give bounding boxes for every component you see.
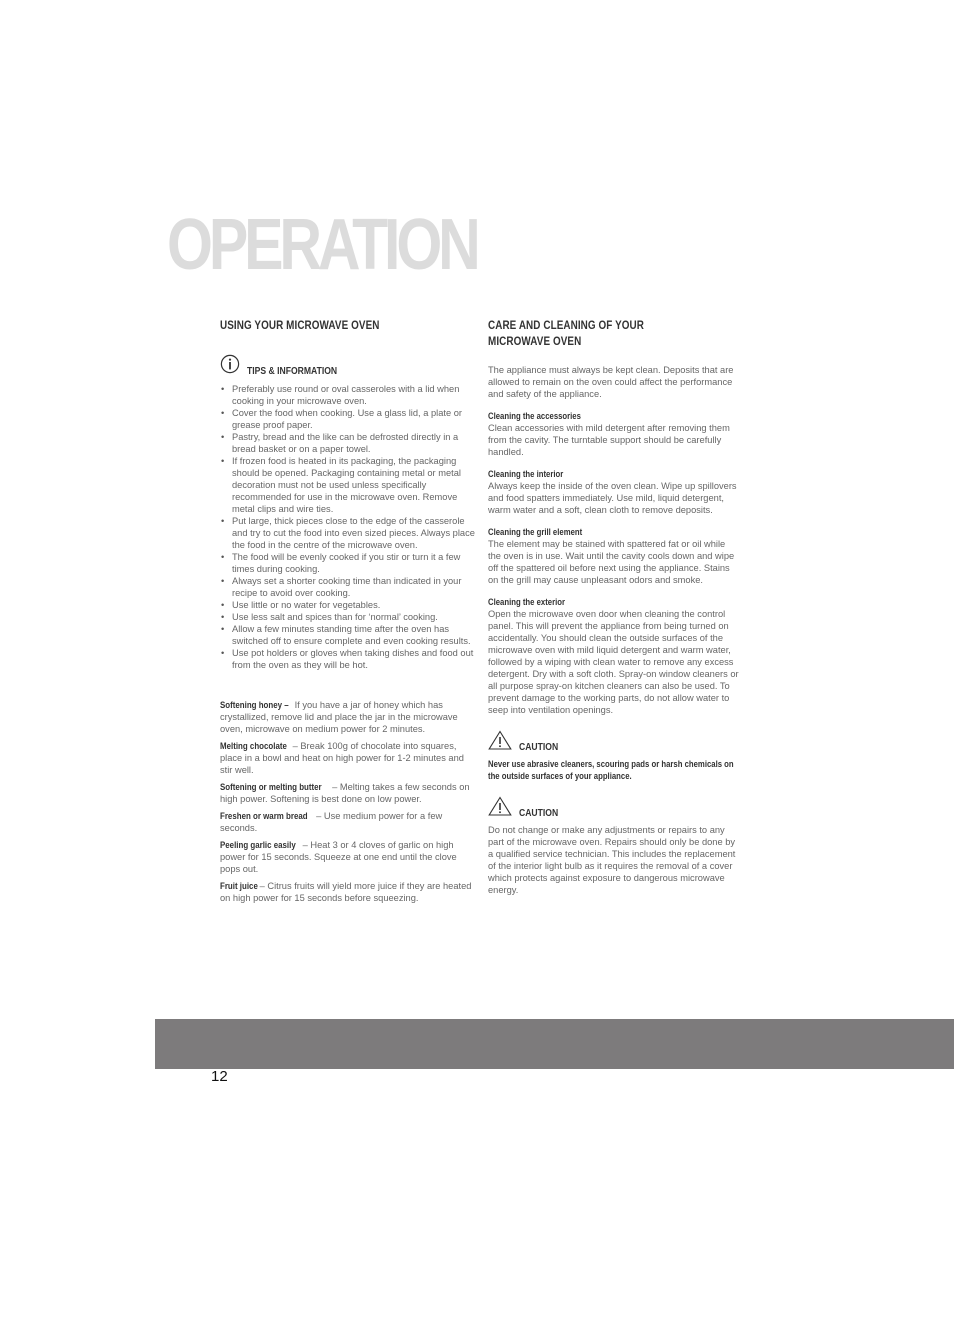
list-item: • Use little or no water for vegetables. xyxy=(220,599,475,611)
caution-title: CAUTION xyxy=(519,742,559,753)
tips-title: TIPS & INFORMATION xyxy=(247,366,338,377)
care-section-interior xyxy=(488,468,740,516)
list-item: • Cover the food when cooking. Use a glass lid, a plate or grease proof paper. xyxy=(220,407,475,431)
care-heading-line2: MICROWAVE OVEN xyxy=(488,336,582,348)
hint-label: Softening honey – xyxy=(220,700,289,710)
warning-triangle-icon xyxy=(488,730,512,755)
left-column xyxy=(220,318,475,909)
hint-text: – Break 100g of chocolate into squares, place in a bowl and heat on high power for 1-2 minutes and stir well. xyxy=(220,741,464,775)
caution-text: Do not change or make any adjustments or repairs to any part of the microwave oven. Repairs should only be done by a qualified service technician. This includes the replacement of the interior light bulb as it requires the removal of a cover which protects against exposure to dangerous microwave energy. xyxy=(488,825,736,895)
hint-softening-butter xyxy=(220,781,475,805)
page-title: OPERATION xyxy=(167,205,477,285)
hint-text: – Citrus fruits will yield more juice if they are heated on high power for 15 seconds before squeezing. xyxy=(220,881,472,903)
list-item: • Use less salt and spices than for ‘normal’ cooking. xyxy=(220,611,475,623)
caution-text: Never use abrasive cleaners, scouring pads or harsh chemicals on the outside surfaces of your appliance. xyxy=(488,759,734,781)
list-item: • Always set a shorter cooking time than indicated in your recipe to avoid over cooking. xyxy=(220,575,475,599)
hint-softening-honey xyxy=(220,699,475,735)
caution-heading-row xyxy=(488,796,740,821)
using-microwave-heading: USING YOUR MICROWAVE OVEN xyxy=(220,320,380,332)
care-heading-line1: CARE AND CLEANING OF YOUR xyxy=(488,320,645,332)
care-section-text: Always keep the inside of the oven clean. Wipe up spillovers and food spatters immediately. Use mild, liquid detergent, warm water and a soft, clean cloth to remove deposits. xyxy=(488,481,737,515)
list-item: • The food will be evenly cooked if you stir or turn it a few times during cooking. xyxy=(220,551,475,575)
care-cleaning-heading xyxy=(488,318,705,350)
info-icon xyxy=(220,354,240,379)
list-item: • If frozen food is heated in its packaging, the packaging should be opened. Packaging containing metal or metal decoration must not be used unless specifically recommended for use in the microwave oven. Remove metal clips and wire ties. xyxy=(220,455,475,515)
hint-fruit-juice xyxy=(220,880,475,904)
care-section-title: Cleaning the exterior xyxy=(488,597,565,607)
hint-melting-chocolate xyxy=(220,740,475,776)
list-item: • Use pot holders or gloves when taking dishes and food out from the oven as they will be hot. xyxy=(220,647,475,671)
warning-triangle-icon xyxy=(488,796,512,821)
hint-text: If you have a jar of honey which has crystallized, remove lid and place the jar in the microwave oven, microwave on medium power for 2 minutes. xyxy=(220,700,458,734)
care-section-grill xyxy=(488,526,740,586)
cooking-hints xyxy=(220,699,475,904)
hint-text: – Use medium power for a few seconds. xyxy=(220,811,443,833)
list-item: • Allow a few minutes standing time after the oven has switched off to ensure complete and even cooking results. xyxy=(220,623,475,647)
page-number: 12 xyxy=(211,1068,228,1085)
hint-label: Peeling garlic easily xyxy=(220,840,296,850)
care-section-text: Open the microwave oven door when cleaning the control panel. This will prevent the appliance from being turned on accidentally. You should clean the outside surfaces of the microwave oven with mild liquid detergent and warm water, followed by a wiping with clean water to remove any excess detergent. Dry with a soft cloth. Spray-on window cleaners or all purpose spray-on kitchen cleaners can also be used. To prevent damage to the working parts, do not allow water to seep into ventilation openings. xyxy=(488,609,739,715)
caution-heading-row xyxy=(488,730,740,755)
hint-label: Melting chocolate xyxy=(220,741,287,751)
care-section-title: Cleaning the interior xyxy=(488,469,564,479)
right-column xyxy=(488,318,740,896)
hint-warm-bread xyxy=(220,810,475,834)
hint-peeling-garlic xyxy=(220,839,475,875)
hint-text: – Heat 3 or 4 cloves of garlic on high power for 15 seconds. Squeeze at one end until the clove pops out. xyxy=(220,840,457,874)
care-section-text: Clean accessories with mild detergent after removing them from the cavity. The turntable support should be carefully handled. xyxy=(488,423,730,457)
list-item: • Put large, thick pieces close to the edge of the casserole and try to cut the food into even sized pieces. Always place the food in the centre of the microwave oven. xyxy=(220,515,475,551)
hint-text: – Melting takes a few seconds on high power. Softening is best done on low power. xyxy=(220,782,470,804)
care-intro: The appliance must always be kept clean. Deposits that are allowed to remain on the oven could affect the performance and safety of the appliance. xyxy=(488,365,734,399)
hint-label: Freshen or warm bread xyxy=(220,811,308,821)
caution-title: CAUTION xyxy=(519,808,559,819)
footer-bar xyxy=(155,1019,954,1069)
care-section-accessories xyxy=(488,410,740,458)
tips-list xyxy=(220,383,475,671)
care-section-text: The element may be stained with spattered fat or oil while the oven is in use. Wait until the cavity cools down and wipe off the spattered oil before next using the appliance. Stains on the grill may cause unpleasant odors and smoke. xyxy=(488,539,735,585)
list-item: • Preferably use round or oval casseroles with a lid when cooking in your microwave oven. xyxy=(220,383,475,407)
hint-label: Softening or melting butter xyxy=(220,782,322,792)
care-section-title: Cleaning the accessories xyxy=(488,411,581,421)
tips-heading-row xyxy=(220,354,475,379)
list-item: • Pastry, bread and the like can be defrosted directly in a bread basket or on a paper towel. xyxy=(220,431,475,455)
care-section-exterior xyxy=(488,596,740,716)
care-section-title: Cleaning the grill element xyxy=(488,527,583,537)
hint-label: Fruit juice xyxy=(220,881,258,891)
